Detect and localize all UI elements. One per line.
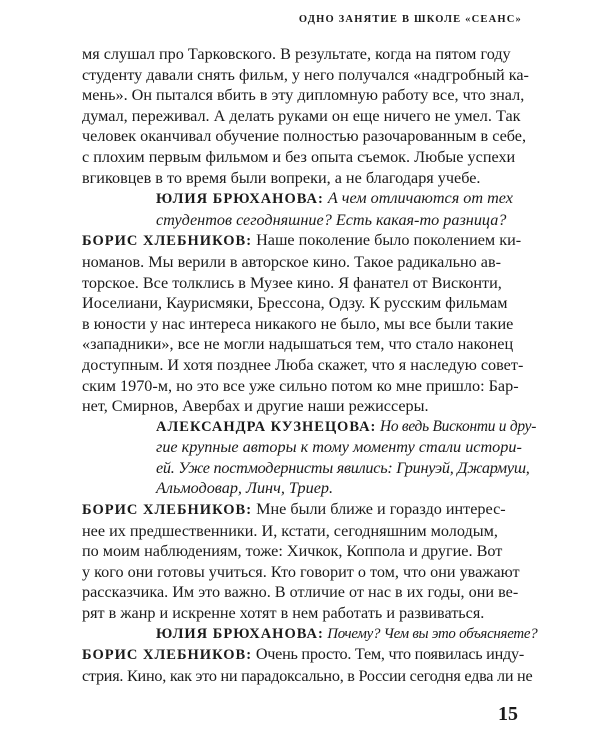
- text-line: Иоселиани, Каурисмяки, Брессона, Одзу. К русским фильмам: [82, 294, 508, 313]
- answer-text: Мне были ближе и гораздо интерес-: [252, 500, 506, 519]
- question-line: ей. Уже постмодернисты явились: Гринуэй, Джармуш,: [156, 458, 530, 477]
- text-line: рассказчика. Им это важно. В отличие от нас в их годы, они ве-: [82, 583, 519, 602]
- answer-text: Наше поколение было поколением ки-: [252, 231, 522, 250]
- text-line: нее их предшественники. И, кстати, сегодняшним молодым,: [82, 521, 498, 540]
- text-line: доступным. И хотя позднее Люба скажет, что я наследую совет-: [82, 355, 524, 374]
- text-line: студенту давали снять фильм, у него получался «надгробный ка-: [82, 65, 529, 84]
- answer-line: [82, 230, 532, 252]
- page-number: 15: [498, 703, 518, 725]
- question-text: Почему? Чем вы это объясняете?: [323, 625, 538, 642]
- text-line: человек оканчивал обучение полностью разочарованным в себе,: [82, 127, 527, 146]
- text-line: вгиковцев в то время были вопреки, а не благодаря учебе.: [82, 168, 481, 187]
- answer-text: Очень просто. Тем, что появилась инду-: [252, 645, 524, 664]
- text-line: думал, переживал. А делать руками он еще ничего не умел. Так: [82, 106, 521, 125]
- speaker-name: ЮЛИЯ БРЮХАНОВА:: [156, 191, 324, 208]
- question-line: студентов сегодняшние? Есть какая-то разница?: [156, 210, 507, 229]
- speaker-name: ЮЛИЯ БРЮХАНОВА:: [156, 625, 324, 642]
- text-line: по моим наблюдениям, тоже: Хичкок, Коппола и другие. Вот: [82, 542, 503, 561]
- text-line: «западники», все не могли надышаться тем, что стало наконец: [82, 335, 514, 354]
- text-line: рят в жанр и искренне хотят в нем работать и развиваться.: [82, 604, 485, 623]
- text-line: мень». Он пытался вбить в эту дипломную работу все, что знал,: [82, 86, 525, 105]
- answer-line: [82, 499, 532, 521]
- text-line: нет, Смирнов, Авербах и другие наши режиссеры.: [82, 397, 429, 416]
- text-line: стрия. Кино, как это ни парадоксально, в России сегодня едва ли не: [82, 666, 533, 685]
- question-text: А чем отличаются от тех: [323, 189, 513, 208]
- question-line: Альмодовар, Линч, Триер.: [156, 479, 334, 498]
- speaker-name: БОРИС ХЛЕБНИКОВ:: [82, 502, 253, 519]
- text-line: с плохим первым фильмом и без опыта съемок. Любые успехи: [82, 147, 516, 166]
- body-text: [82, 44, 538, 686]
- question-line: [82, 188, 532, 210]
- answer-line: [82, 644, 532, 666]
- text-line: торское. Все толклись в Музее кино. Я фанател от Висконти,: [82, 273, 502, 292]
- text-line: у кого они готовы учиться. Кто говорит о том, что они уважают: [82, 562, 520, 581]
- running-head: ОДНО ЗАНЯТИЕ В ШКОЛЕ «СЕАНС»: [298, 14, 522, 25]
- question-line: [82, 624, 538, 645]
- speaker-name: АЛЕКСАНДРА КУЗНЕЦОВА:: [156, 418, 377, 435]
- text-line: ским 1970-м, но это все уже сильно потом ко мне пришло: Бар-: [82, 376, 519, 395]
- speaker-name: БОРИС ХЛЕБНИКОВ:: [82, 233, 253, 250]
- text-line: в юности у нас интереса никакого не было, мы все были такие: [82, 314, 514, 333]
- question-line: гие крупные авторы к тому моменту стали истори-: [156, 438, 522, 457]
- speaker-name: БОРИС ХЛЕБНИКОВ:: [82, 647, 253, 664]
- question-line: [82, 417, 537, 438]
- question-text: Но ведь Висконти и дру-: [376, 417, 537, 435]
- text-line: номанов. Мы верили в авторское кино. Такое радикально ав-: [82, 252, 501, 271]
- text-line: мя слушал про Тарковского. В результате, когда на пятом году: [82, 45, 511, 63]
